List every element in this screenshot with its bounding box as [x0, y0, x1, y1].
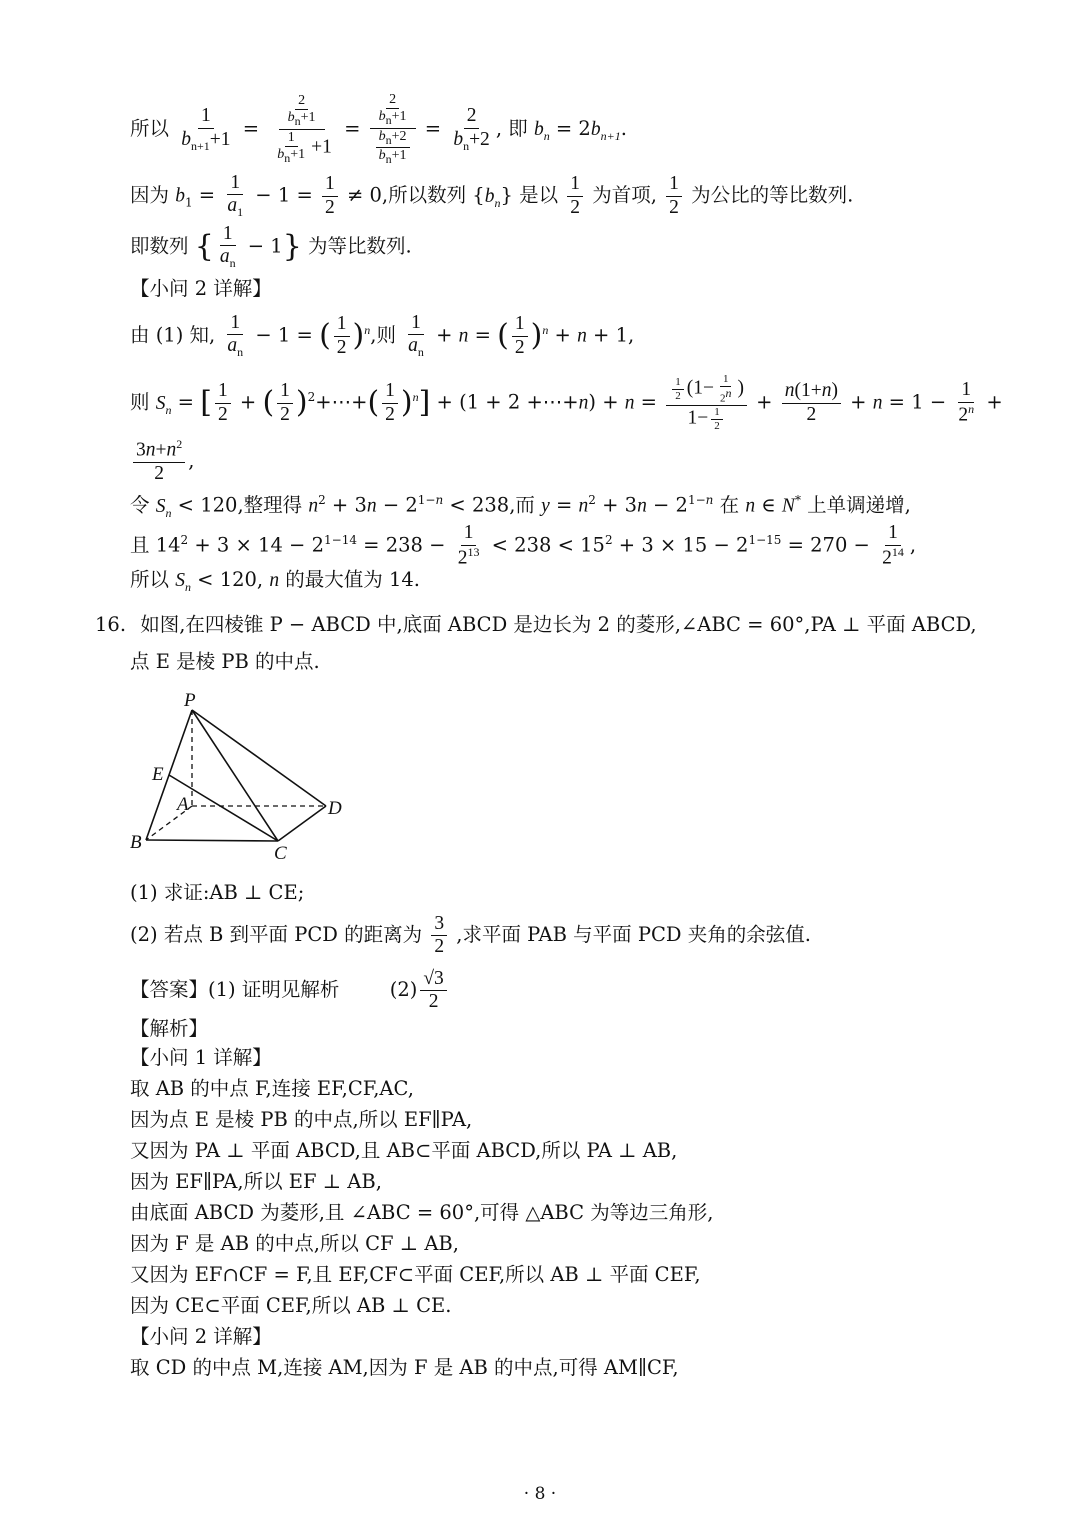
text: 的最大值为 14.	[285, 568, 420, 591]
text: 令	[130, 493, 150, 517]
text: .	[620, 117, 627, 140]
text: 所以	[130, 568, 170, 591]
text: 【小问 2 详解】	[130, 1325, 272, 1348]
edge-BC	[146, 840, 278, 841]
text: 在	[719, 493, 740, 517]
label-E: E	[152, 764, 164, 785]
text: 为首项,	[592, 183, 657, 207]
text: 所以	[130, 117, 170, 140]
text: 取 CD 的中点 M,连接 AM,因为 F 是 AB 的中点,可得 AM∥CF,	[130, 1356, 679, 1379]
text: (2) 若点 B 到平面 PCD 的距离为	[130, 923, 423, 946]
text: 【小问 2 详解】	[130, 277, 272, 300]
step-5	[130, 1199, 713, 1227]
sub1-heading	[130, 1044, 272, 1072]
text: 【解析】	[130, 1017, 209, 1040]
text: 取 AB 的中点 F,连接 EF,CF,AC,	[130, 1077, 414, 1100]
solution-line-3: 即数列 { $\frac{1}{a_n}$ − 1} 为等比数列.	[130, 223, 412, 271]
solution-line-10: 所以 $S_n < 120$, n 的最大值为 14.	[130, 568, 420, 594]
text: 为公比的等比数列.	[691, 183, 854, 207]
step-3	[130, 1137, 677, 1165]
pyramid-diagram	[128, 688, 360, 864]
answer-line: 【答案】(1) 证明见解析 (2) $\frac{√3}{2}$	[130, 967, 450, 1013]
text: ,整理得	[237, 493, 303, 517]
text: 【答案】(1) 证明见解析	[130, 978, 340, 1001]
label-B: B	[130, 832, 142, 853]
solution-line-9: 且 $14^2 + 3 \times 14 - 2^{1-14} = 238$ − $\frac{1}{2^{13}}$ < $238 < 15^2 + 3 \times 15 - 2^{1-15} = 270$ − $\frac{1}{2^{14}}$ ,	[130, 522, 917, 569]
text: ,求平面 PAB 与平面 PCD 夹角的余弦值.	[456, 923, 811, 946]
question-stem: 如图,在四棱锥 P − ABCD 中,底面 ABCD 是边长为 2 的菱形,∠ABC = 60°,PA ⊥ 平面 ABCD,	[140, 613, 977, 636]
text: 即数列	[130, 234, 189, 258]
edge-PC	[192, 710, 278, 841]
text: 又因为 EF∩CF = F,且 EF,CF⊂平面 CEF,所以 AB ⊥ 平面 CEF,	[130, 1263, 701, 1286]
text: 又因为 PA ⊥ 平面 ABCD,且 AB⊂平面 ABCD,所以 PA ⊥ AB,	[130, 1139, 678, 1162]
text: 因为	[130, 183, 170, 207]
text: (1) 求证:AB ⊥ CE;	[130, 881, 305, 904]
label-P: P	[184, 690, 196, 711]
question-16-line-1	[95, 611, 977, 639]
text: (2)	[389, 978, 418, 1001]
step-1	[130, 1075, 414, 1103]
solution-line-2: 因为 $b_1$ = $\frac{1}{a_1}$ − 1 = $\frac{1}{2}$ ≠ 0,所以数列 $\{b_n\}$ 是以 $\frac{1}{2}$ 为首项, $\frac{1}{2}$ 为公比的等比数列.	[130, 172, 854, 220]
text: 因为 F 是 AB 的中点,所以 CF ⊥ AB,	[130, 1232, 459, 1255]
edge-PD	[192, 710, 326, 806]
page-number: · 8 ·	[523, 1484, 557, 1504]
solution-line-8: 令 $S_n < 120$,整理得 $n^2 + 3n - 2^{1-n} < 238$,而 $y = n^2 + 3n - 2^{1-n}$ 在 n ∈ N* 上单调递增,	[130, 493, 911, 520]
step-9	[130, 1354, 679, 1382]
label-C: C	[274, 843, 287, 864]
step-6	[130, 1230, 459, 1258]
label-A: A	[177, 794, 189, 815]
text: 是以	[519, 183, 559, 207]
step-8	[130, 1292, 451, 1320]
text: 且	[130, 533, 150, 557]
text: 因为 CE⊂平面 CEF,所以 AB ⊥ CE.	[130, 1294, 452, 1317]
text: 即	[508, 117, 528, 140]
edge-CD	[278, 806, 326, 841]
analysis-heading	[130, 1015, 208, 1043]
question-16-line-2	[130, 648, 320, 676]
text: ,所以数列	[381, 183, 467, 207]
text: 上单调递增,	[807, 493, 911, 517]
text: ,则	[370, 323, 396, 347]
solution-line-6: 则 $S_n$ = [ $\frac{1}{2}$ + ( $\frac{1}{2}$ )$^2$+⋯+( $\frac{1}{2}$ )$^n$] + (1 + 2 +⋯+n) + n = $\frac{1}{2}$ (1− $\frac{1}{2^n}$ ) 1− $\frac{1}{2}$ + $\frac{n(1+n)}{2}$ + n = 1 − $\frac{1}{2^n}$ +	[130, 373, 1003, 432]
text: ,而	[509, 493, 535, 517]
sub2-heading-q16	[130, 1323, 272, 1351]
solution-line-7: $\frac{3n+n^2}{2}$ ,	[130, 438, 194, 485]
label-D: D	[328, 798, 342, 819]
solution-line-1: 所以 $\frac{1}{b_{n+1}+1}$ = $\frac{2}{b_n+1}$ $\frac{1}{b_n+1}$ +1 = $\frac{\frac{2}{b_n+1}}{\frac{b_n+2}{b_n+1}}$ = $\frac{2}{b_n+2}$ , 即 $b_n = 2b_{n+1}$.	[130, 92, 627, 167]
text: 则	[130, 390, 150, 414]
sub2-heading	[130, 275, 272, 303]
text: 点 E 是棱 PB 的中点.	[130, 650, 320, 673]
text: 因为点 E 是棱 PB 的中点,所以 EF∥PA,	[130, 1108, 473, 1131]
text: 为等比数列.	[308, 234, 412, 258]
text: 【小问 1 详解】	[130, 1046, 272, 1069]
question-number: 16.	[95, 613, 127, 636]
question-part-2: (2) 若点 B 到平面 PCD 的距离为 $\frac{3}{2}$ ,求平面 PAB 与平面 PCD 夹角的余弦值.	[130, 912, 811, 957]
text: 因为 EF∥PA,所以 EF ⊥ AB,	[130, 1170, 382, 1193]
text: 由底面 ABCD 为菱形,且 ∠ABC = 60°,可得 △ABC 为等边三角形,	[130, 1201, 714, 1224]
step-4	[130, 1168, 382, 1196]
step-7	[130, 1261, 701, 1289]
text: 由 (1) 知,	[130, 323, 216, 347]
question-part-1	[130, 879, 304, 907]
solution-line-5: 由 (1) 知, $\frac{1}{a_n}$ − 1 = ( $\frac{1}{2}$ )$^n$,则 $\frac{1}{a_n}$ + n = ( $\frac{1}{2}$ )$^n$ + n + 1,	[130, 311, 635, 360]
step-2	[130, 1106, 472, 1134]
